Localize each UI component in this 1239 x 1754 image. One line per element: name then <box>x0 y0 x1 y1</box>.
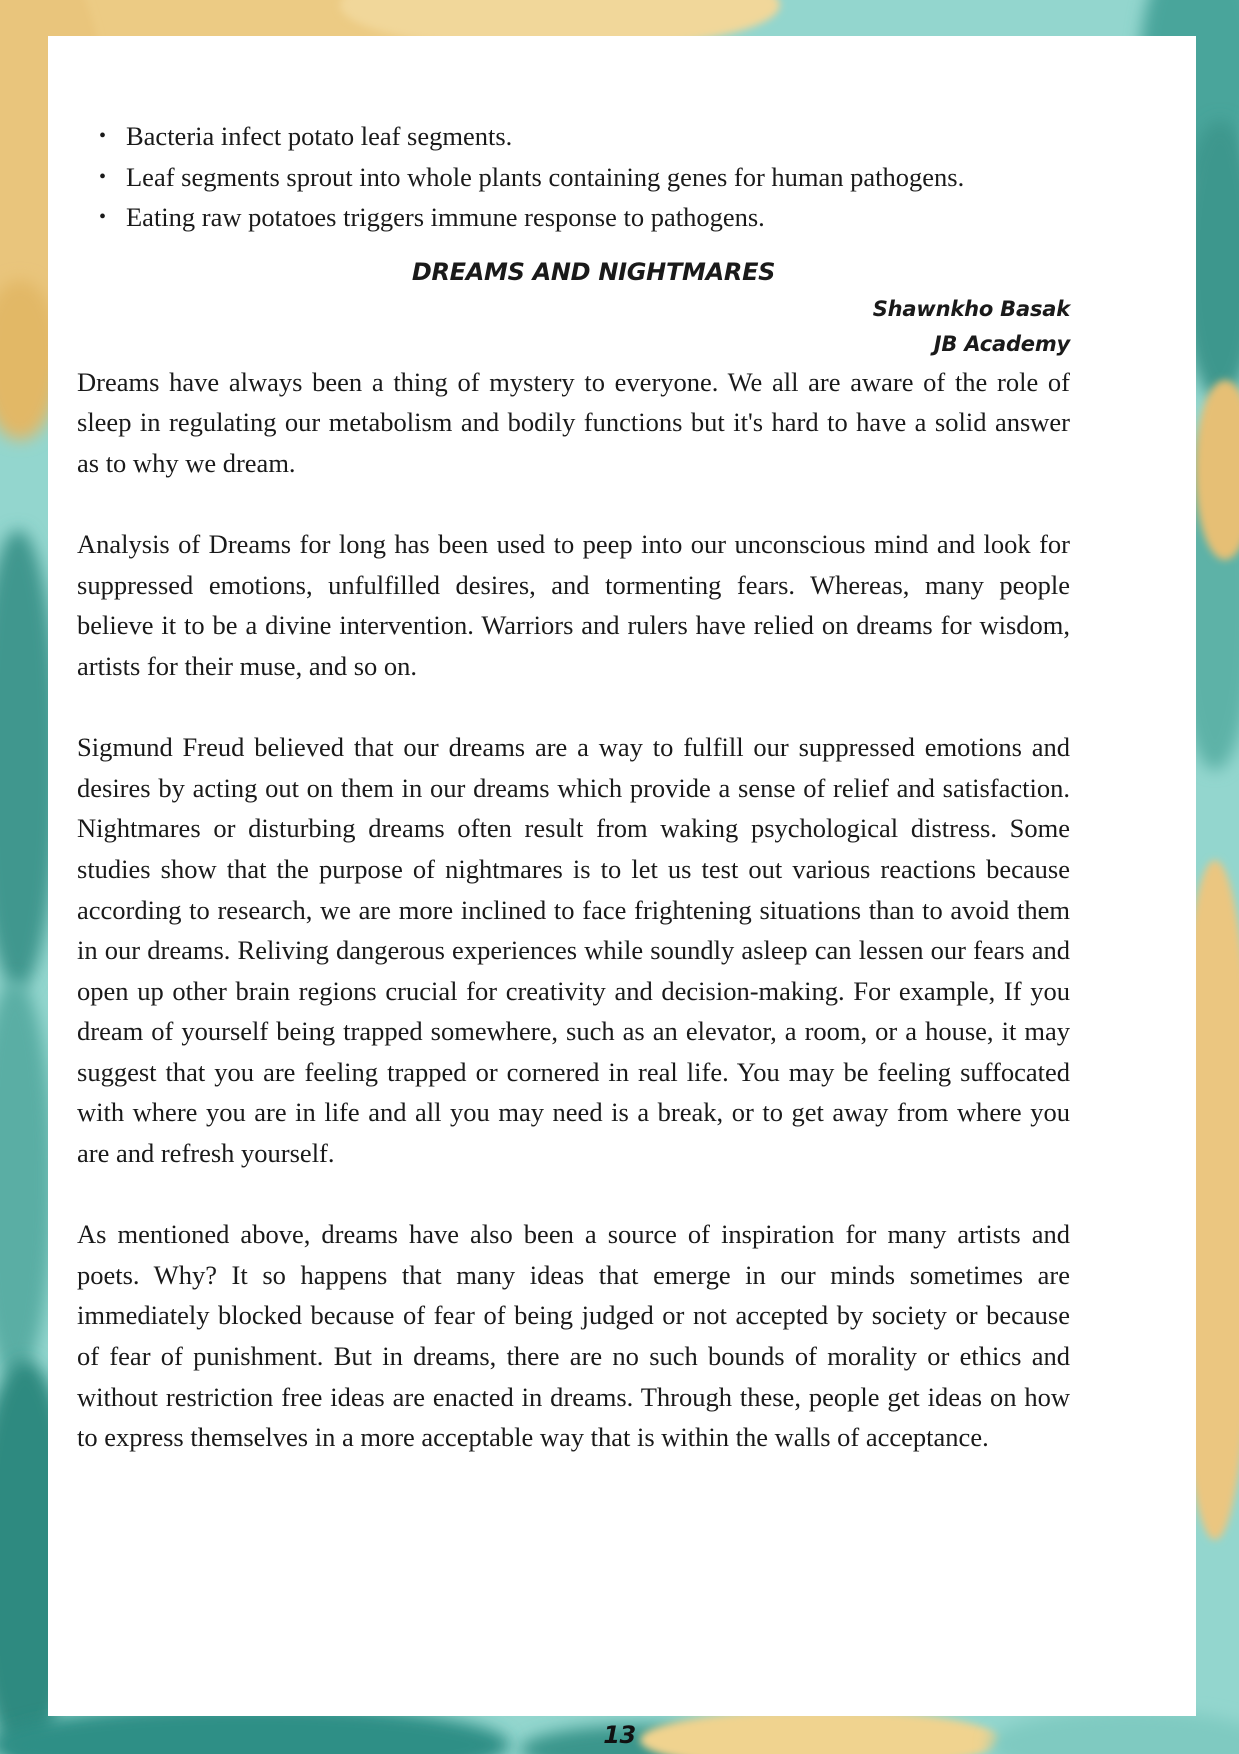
article-author: Shawnkho Basak <box>872 296 1070 321</box>
list-item: • Bacteria infect potato leaf segments. <box>77 116 1070 157</box>
content-area <box>77 116 1070 1458</box>
article-paragraph: Sigmund Freud believed that our dreams are a way to fulfill our suppressed emotions and desires by acting out on them in our dreams which provide a sense of relief and satisfaction. Nightmares or disturbing dreams often result from waking psychological distress. Some studies show that the purpose of nightmares is to let us test out various reactions because according to research, we are more inclined to face frightening situations than to avoid them in our dreams. Reliving dangerous experiences while soundly asleep can lessen our fears and open up other brain regions crucial for creativity and decision-making. For example, If you dream of yourself being trapped somewhere, such as an elevator, a room, or a house, it may suggest that you are feeling trapped or cornered in real life. You may be feeling suffocated with where you are in life and all you may need is a break, or to get away from where you are and refresh yourself. <box>77 732 1070 1169</box>
list-item: • Eating raw potatoes triggers immune response to pathogens. <box>77 197 1070 238</box>
article-paragraph: Dreams have always been a thing of mystery to everyone. We all are aware of the role of sleep in regulating our metabolism and bodily functions but it's hard to have a solid answer as to why we dream. <box>77 366 1070 478</box>
list-item: • Leaf segments sprout into whole plants containing genes for human pathogens. <box>77 157 1070 198</box>
article-title: DREAMS AND NIGHTMARES <box>411 257 776 286</box>
article-paragraph: Analysis of Dreams for long has been used to peep into our unconscious mind and look for suppressed emotions, unfulfilled desires, and tormenting fears. Whereas, many people believe it to be a divine intervention. Warriors and rulers have relied on dreams for wisdom, artists for their muse, and so on. <box>77 529 1070 681</box>
article-paragraph: As mentioned above, dreams have also been a source of inspiration for many artists and poets. Why? It so happens that many ideas that emerge in our minds sometimes are immediately blocked because of fear of being judged or not accepted by society or because of fear of punishment. But in dreams, there are no such bounds of morality or ethics and without restriction free ideas are enacted in dreams. Through these, people get ideas on how to express themselves in a more acceptable way that is within the walls of acceptance. <box>77 1219 1070 1453</box>
bullet-list <box>77 116 1070 238</box>
article-school: JB Academy <box>933 331 1070 356</box>
page-number: 13 <box>603 1721 636 1749</box>
